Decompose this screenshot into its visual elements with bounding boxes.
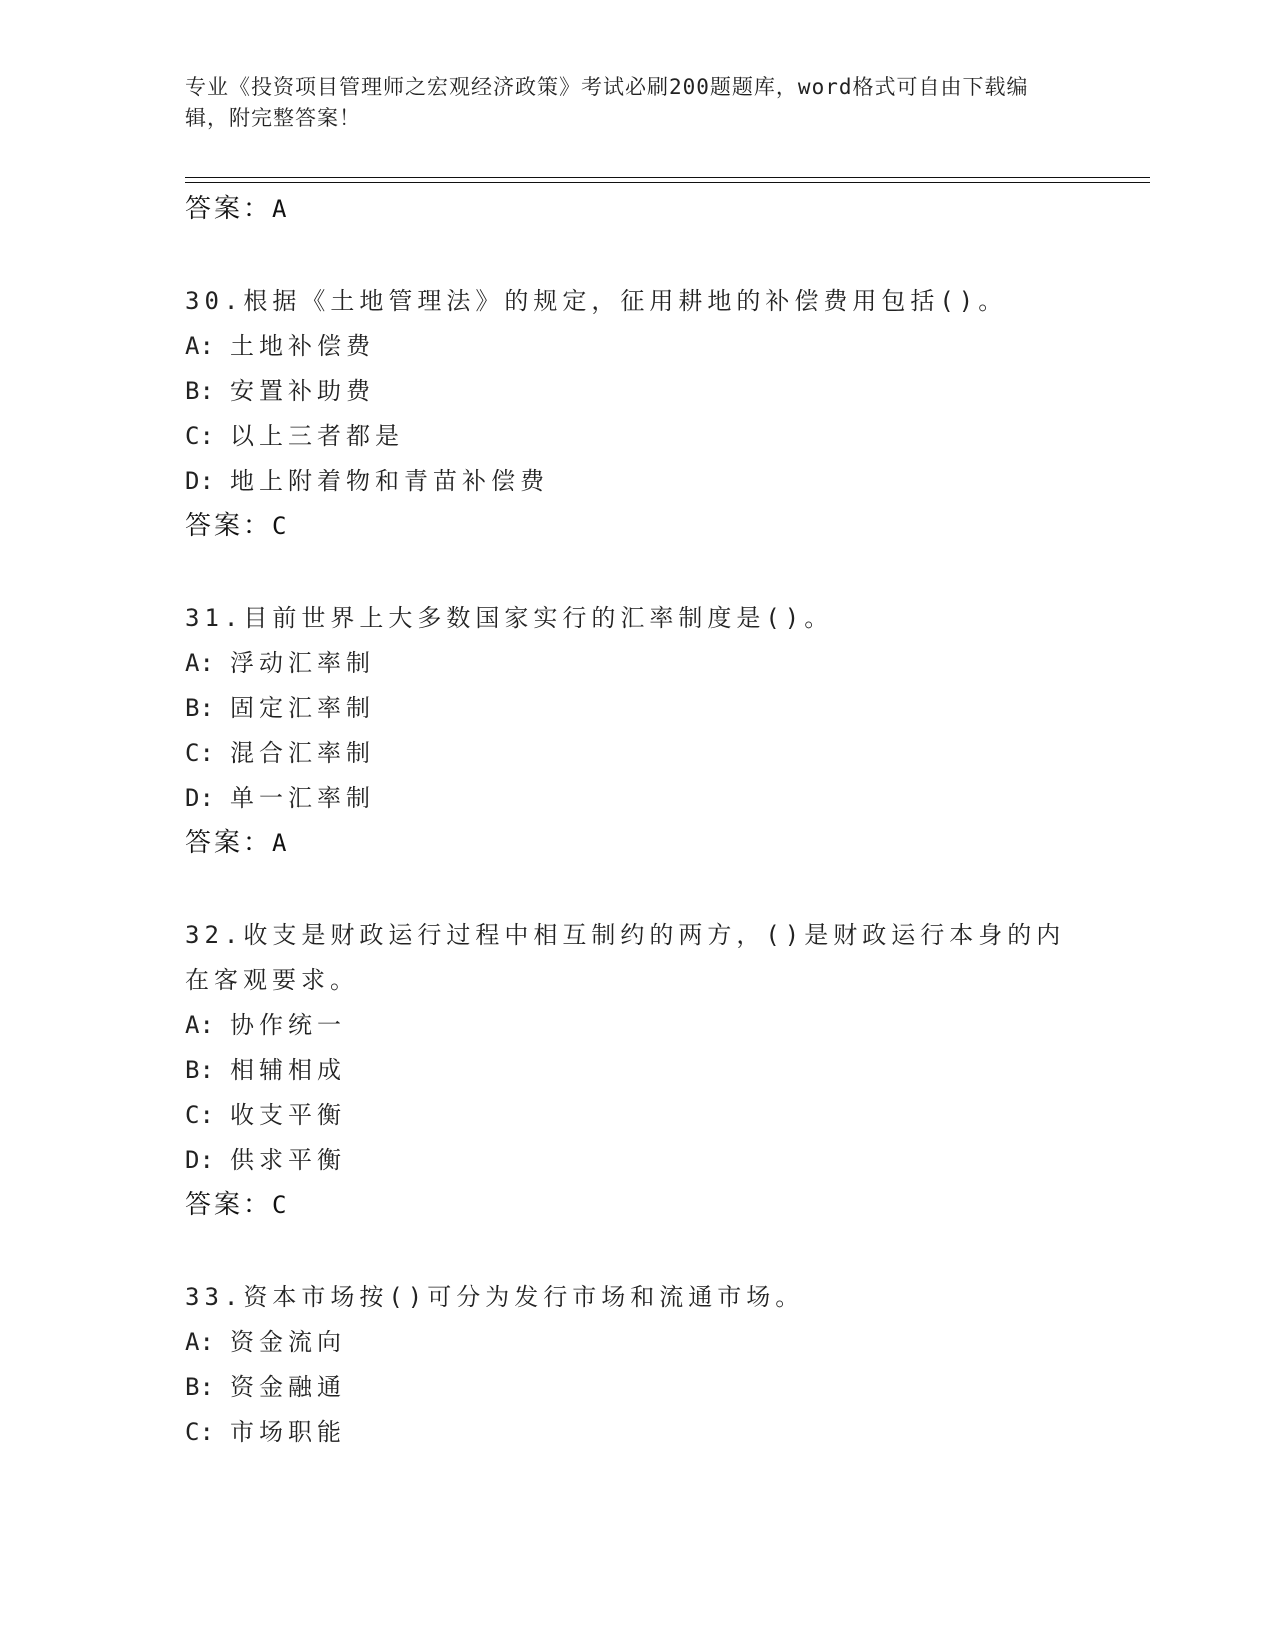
option	[185, 324, 1085, 369]
header-rule-bottom	[185, 182, 1150, 183]
option-key: D:	[185, 1146, 214, 1174]
answer-line	[185, 821, 1085, 866]
option-key: A:	[185, 1011, 214, 1039]
option-key: C:	[185, 739, 214, 767]
question-text: 31.目前世界上大多数国家实行的汇率制度是()。	[185, 604, 834, 632]
answer-value: A	[272, 829, 287, 857]
option-text: 土地补偿费	[230, 332, 375, 360]
option-text: 资金融通	[230, 1373, 346, 1401]
answer-line	[185, 1183, 1085, 1228]
answer-value: A	[272, 195, 287, 223]
option	[185, 686, 1085, 731]
answer-label: 答案：	[185, 828, 273, 858]
option	[185, 414, 1085, 459]
answer-label: 答案：	[185, 511, 273, 541]
page-header: 专业《投资项目管理师之宏观经济政策》考试必刷200题题库，word格式可自由下载编辑，附完整答案！	[185, 75, 1029, 130]
option-text: 收支平衡	[230, 1101, 346, 1129]
answer-label: 答案：	[185, 1190, 273, 1220]
option-key: D:	[185, 784, 214, 812]
option-key: C:	[185, 1418, 214, 1446]
option-text: 固定汇率制	[230, 694, 375, 722]
option-text: 安置补助费	[230, 377, 375, 405]
option-text: 以上三者都是	[230, 422, 404, 450]
answer-value: C	[272, 1191, 287, 1219]
option-text: 混合汇率制	[230, 739, 375, 767]
question-list	[185, 187, 1085, 1455]
option	[185, 641, 1085, 686]
option-key: B:	[185, 694, 214, 722]
option	[185, 1093, 1085, 1138]
question-text: 32.收支是财政运行过程中相互制约的两方，()是财政运行本身的内在客观要求。	[185, 921, 1066, 994]
option-key: C:	[185, 422, 214, 450]
option-text: 浮动汇率制	[230, 649, 375, 677]
option	[185, 369, 1085, 414]
option-text: 相辅相成	[230, 1056, 346, 1084]
header-rule-top	[185, 177, 1150, 178]
option-key: C:	[185, 1101, 214, 1129]
option	[185, 731, 1085, 776]
option	[185, 1048, 1085, 1093]
option-key: A:	[185, 649, 214, 677]
answer-line	[185, 187, 1085, 232]
question-text: 33.资本市场按()可分为发行市场和流通市场。	[185, 1283, 805, 1311]
option-text: 资金流向	[230, 1328, 346, 1356]
option-text: 市场职能	[230, 1418, 346, 1446]
answer-value: C	[272, 512, 287, 540]
answer-line	[185, 504, 1085, 549]
option	[185, 1138, 1085, 1183]
option-text: 单一汇率制	[230, 784, 375, 812]
question-text: 30.根据《土地管理法》的规定，征用耕地的补偿费用包括()。	[185, 287, 1008, 315]
option-text: 协作统一	[230, 1011, 346, 1039]
answer-label: 答案：	[185, 194, 273, 224]
option	[185, 776, 1085, 821]
option-key: B:	[185, 1056, 214, 1084]
option	[185, 459, 1085, 504]
option-key: B:	[185, 1373, 214, 1401]
option	[185, 1365, 1085, 1410]
option	[185, 1320, 1085, 1365]
option-key: A:	[185, 332, 214, 360]
option-text: 地上附着物和青苗补偿费	[230, 467, 549, 495]
option	[185, 1003, 1085, 1048]
option-key: B:	[185, 377, 214, 405]
option-key: D:	[185, 467, 214, 495]
option-key: A:	[185, 1328, 214, 1356]
option-text: 供求平衡	[230, 1146, 346, 1174]
option	[185, 1410, 1085, 1455]
